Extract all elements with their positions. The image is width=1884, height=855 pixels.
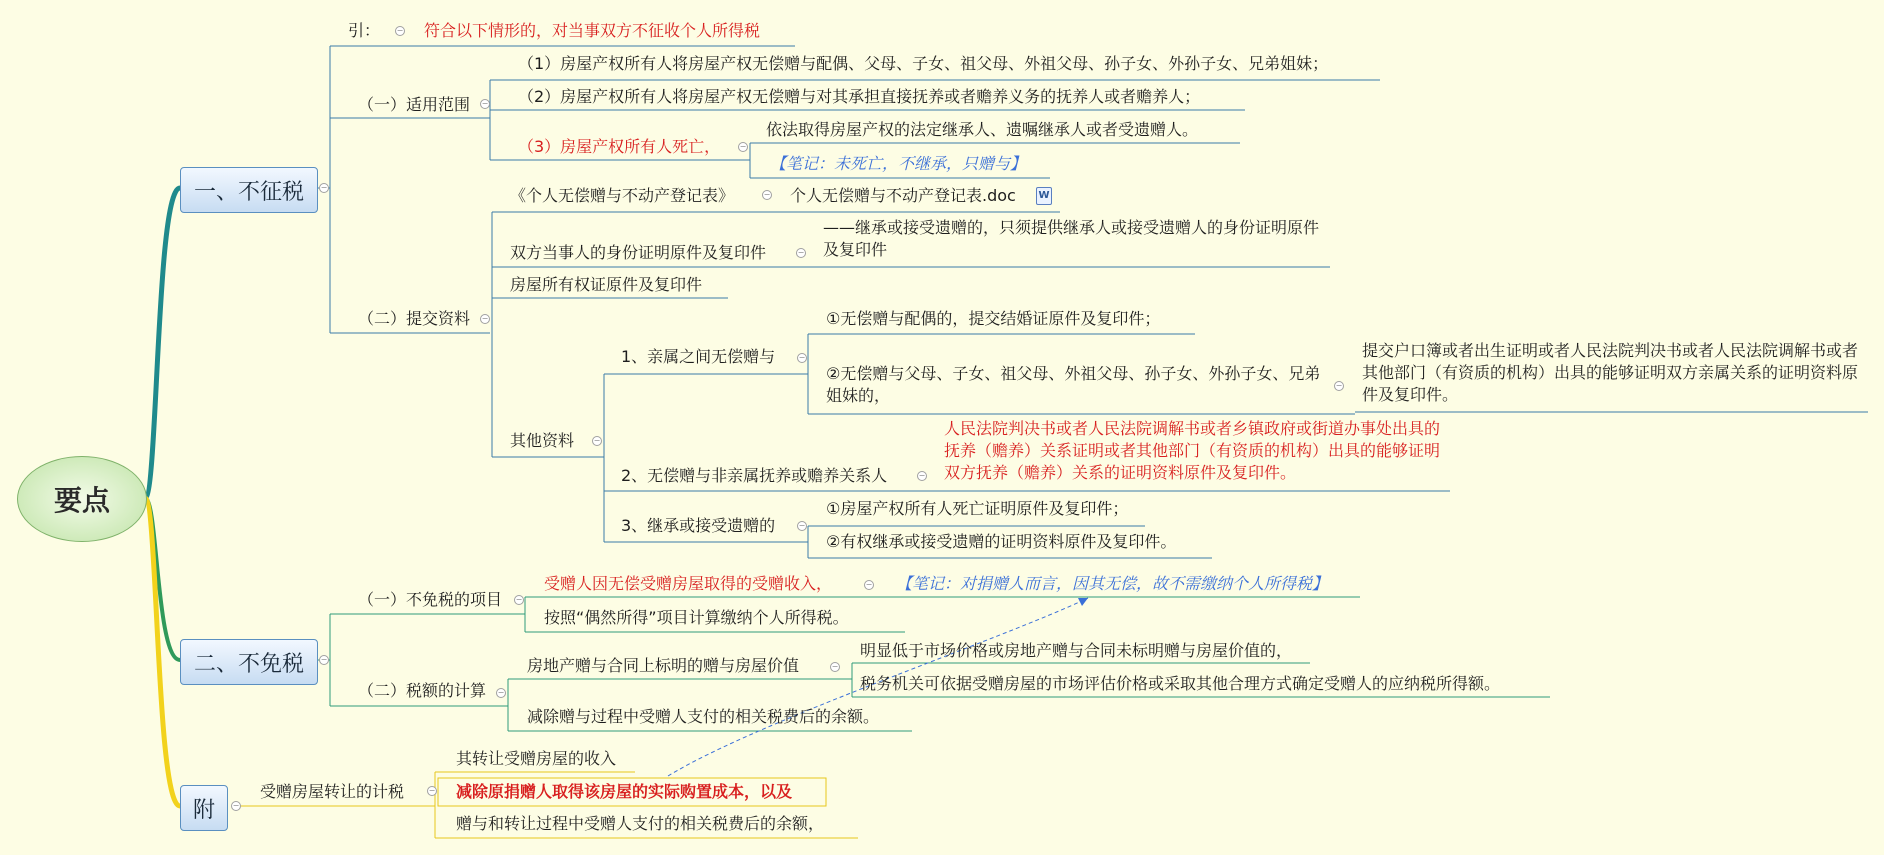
collapse-toggle-icon[interactable]: − (739, 142, 747, 151)
relatives-label[interactable]: 1、亲属之间无偿赠与 (621, 347, 776, 366)
branch-node-no-exemption[interactable]: 二、不免税 (180, 639, 318, 685)
collapse-toggle-icon[interactable]: − (396, 26, 404, 35)
intro-text[interactable]: 符合以下情形的，对当事双方不征收个人所得税 (424, 21, 761, 40)
collapse-toggle-icon[interactable]: − (428, 786, 436, 795)
collapse-toggle-icon[interactable]: − (593, 436, 601, 445)
collapse-toggle-icon[interactable]: − (515, 595, 523, 604)
branch-node-appendix[interactable]: 附 (180, 785, 228, 831)
branch-node-no-tax[interactable]: 一、不征税 (180, 167, 318, 213)
relatives-item-2[interactable]: ②无偿赠与父母、子女、祖父母、外祖父母、孙子女、外孙子女、兄弟姐妹的， (826, 364, 1321, 405)
collapse-toggle-icon[interactable]: − (232, 801, 240, 810)
form-label[interactable]: 《个人无偿赠与不动产登记表》 (510, 186, 735, 205)
non-exempt-items-label[interactable]: （一）不免税的项目 (358, 590, 503, 609)
tax-calc-label[interactable]: （二）税额的计算 (358, 681, 487, 700)
relatives-item-1[interactable]: ①无偿赠与配偶的，提交结婚证原件及复印件； (826, 309, 1161, 328)
scope-item-3-heirs[interactable]: 依法取得房屋产权的法定继承人、遗嘱继承人或者受遗赠人。 (766, 120, 1199, 139)
form-file[interactable]: 个人无偿赠与不动产登记表.doc (790, 186, 1016, 205)
non-exempt-income[interactable]: 受赠人因无偿受赠房屋取得的受赠收入， (544, 574, 833, 593)
transfer-tax-label[interactable]: 受赠房屋转让的计税 (260, 782, 405, 801)
scope-item-3[interactable]: （3）房屋产权所有人死亡， (518, 137, 721, 156)
id-docs-label[interactable]: 双方当事人的身份证明原件及复印件 (510, 243, 767, 262)
collapse-toggle-icon[interactable]: − (798, 353, 806, 362)
scope-item-1[interactable]: （1）房屋产权所有人将房屋产权无偿赠与配偶、父母、子女、祖父母、外祖父母、孙子女、外孙子女、兄弟姐妹； (518, 54, 1329, 73)
stated-value-label[interactable]: 房地产赠与合同上标明的赠与房屋价值 (527, 656, 800, 675)
collapse-toggle-icon[interactable]: − (481, 99, 489, 108)
collapse-toggle-icon[interactable]: − (763, 190, 771, 199)
scope-item-2[interactable]: （2）房屋产权所有人将房屋产权无偿赠与对其承担直接抚养或者赡养义务的抚养人或者赡养人； (518, 87, 1201, 106)
intro-label[interactable]: 引： (348, 21, 381, 40)
collapse-toggle-icon[interactable]: − (797, 248, 805, 257)
non-relatives-docs[interactable]: 人民法院判决书或者人民法院调解书或者乡镇政府或街道办事处出具的抚养（赡养）关系证明或者其他部门（有资质的机构）出具的能够证明双方抚养（赡养）关系的证明资料原件及复印件。 (944, 419, 1441, 482)
collapse-toggle-icon[interactable]: − (481, 314, 489, 323)
collapse-toggle-icon[interactable]: − (831, 662, 839, 671)
scope-item-3-note[interactable]: 【笔记：未死亡，不继承，只赠与】 (770, 154, 1027, 173)
non-exempt-note[interactable]: 【笔记：对捐赠人而言，因其无偿，故不需缴纳个人所得税】 (896, 574, 1329, 593)
inherit-item-2[interactable]: ②有权继承或接受遗赠的证明资料原件及复印件。 (826, 532, 1177, 551)
word-document-icon[interactable]: W (1036, 187, 1052, 205)
collapse-toggle-icon[interactable]: − (320, 183, 328, 192)
collapse-toggle-icon[interactable]: − (798, 521, 806, 530)
house-cert[interactable]: 房屋所有权证原件及复印件 (510, 275, 703, 294)
other-materials-label[interactable]: 其他资料 (510, 431, 575, 450)
collapse-toggle-icon[interactable]: − (1335, 381, 1343, 390)
id-docs-note[interactable]: ——继承或接受遗赠的，只须提供继承人或接受遗赠人的身份证明原件及复印件 (823, 218, 1320, 259)
transfer-fees[interactable]: 赠与和转让过程中受赠人支付的相关税费后的余额， (456, 814, 825, 833)
stated-value-assess[interactable]: 税务机关可依据受赠房屋的市场评估价格或采取其他合理方式确定受赠人的应纳税所得额。 (860, 674, 1501, 693)
root-node[interactable]: 要点 (17, 456, 147, 542)
collapse-toggle-icon[interactable]: − (865, 580, 873, 589)
scope-label[interactable]: （一）适用范围 (358, 95, 471, 114)
inherit-label[interactable]: 3、继承或接受遗赠的 (621, 516, 776, 535)
transfer-cost[interactable]: 减除原捐赠人取得该房屋的实际购置成本，以及 (456, 782, 793, 801)
collapse-toggle-icon[interactable]: − (497, 688, 505, 697)
non-relatives-label[interactable]: 2、无偿赠与非亲属抚养或赡养关系人 (621, 466, 888, 485)
inherit-item-1[interactable]: ①房屋产权所有人死亡证明原件及复印件； (826, 499, 1129, 518)
relatives-item-2-docs[interactable]: 提交户口簿或者出生证明或者人民法院判决书或者人民法院调解书或者其他部门（有资质的机构）出具的能够证明双方亲属关系的证明资料原件及复印件。 (1362, 341, 1859, 404)
collapse-toggle-icon[interactable]: − (320, 655, 328, 664)
non-exempt-calc[interactable]: 按照“偶然所得”项目计算缴纳个人所得税。 (544, 608, 849, 627)
stated-value-low[interactable]: 明显低于市场价格或房地产赠与合同未标明赠与房屋价值的， (860, 641, 1293, 660)
collapse-toggle-icon[interactable]: − (918, 471, 926, 480)
materials-label[interactable]: （二）提交资料 (358, 309, 471, 328)
transfer-income[interactable]: 其转让受赠房屋的收入 (456, 749, 617, 768)
deduct-fees[interactable]: 减除赠与过程中受赠人支付的相关税费后的余额。 (527, 707, 880, 726)
